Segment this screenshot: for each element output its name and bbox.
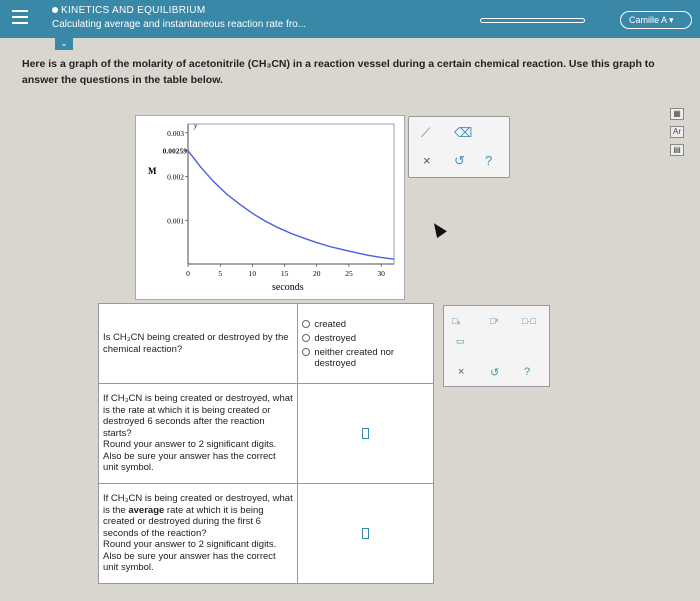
question-3: If CH₃CN is being created or destroyed, what is the average rate at which it is being created or destroyed during the first 6 seconds of the reaction? Round your answer to 2 significant digits. Also be sure your answer has the correct unit symbol.	[99, 484, 298, 584]
radio-circle-icon	[302, 320, 310, 328]
topic-title: KINETICS AND EQUILIBRIUM	[52, 5, 205, 16]
multiply-icon[interactable]: □·□	[522, 316, 536, 326]
table-row	[99, 304, 434, 384]
y-axis-label: M	[148, 166, 157, 176]
unit-tool-panel	[443, 305, 550, 387]
undo-icon[interactable]: ↺	[490, 367, 500, 379]
radio-circle-icon	[302, 334, 310, 342]
highlight-value-label: 0.00259	[162, 146, 187, 156]
answer-3	[298, 484, 434, 584]
radio-neither[interactable]: neither created nor destroyed	[302, 347, 429, 369]
question-1: Is CH₃CN being created or destroyed by the chemical reaction?	[99, 304, 298, 384]
question-2: If CH₃CN is being created or destroyed, what is the rate at which it is being created or destroyed 6 seconds after the reaction starts? Round your answer to 2 significant digits. Also be sure your answer has the correct unit symbol.	[99, 384, 298, 484]
calculator-icon[interactable]: ▦	[670, 108, 684, 120]
chevron-down-icon: ▾	[669, 15, 674, 25]
graph-tool-panel	[408, 116, 510, 178]
eraser-icon[interactable]: ⌫	[454, 125, 473, 140]
radio-circle-icon	[302, 348, 310, 356]
header-bar	[0, 0, 700, 38]
superscript-icon[interactable]: □ₓ	[452, 316, 461, 326]
x-tick-label: 20	[313, 269, 321, 278]
x-tick-label: 15	[280, 269, 289, 278]
instructions-text: Here is a graph of the molarity of acetonitrile (CH₃CN) in a reaction vessel during a certain chemical reaction. Use this graph to answer the questions in the table below.	[22, 58, 655, 86]
y-axis-corner-label: y	[194, 122, 198, 130]
answer-2	[298, 384, 434, 484]
radio-created[interactable]: created	[302, 319, 429, 330]
answer-1	[298, 304, 434, 384]
y-tick-label: 0.001	[167, 216, 184, 226]
side-toolbar	[670, 108, 692, 162]
y-tick-label: 0.002	[167, 172, 184, 182]
help-icon[interactable]: ?	[524, 366, 531, 378]
collapse-tab[interactable]	[55, 38, 73, 50]
reference-icon[interactable]: ▤	[670, 144, 684, 156]
progress-bar	[480, 18, 585, 23]
plot-area	[188, 124, 394, 264]
chevron-down-icon: ⌄	[60, 38, 68, 48]
mouse-cursor-icon	[429, 220, 447, 238]
fraction-icon[interactable]: ▭	[456, 336, 465, 346]
question-table	[98, 303, 434, 584]
x-tick-label: 30	[377, 269, 385, 278]
x-axis-label: seconds	[272, 282, 304, 293]
help-icon[interactable]: ?	[485, 153, 493, 168]
close-icon[interactable]: ×	[458, 366, 465, 378]
line-tool-icon[interactable]: ⟋	[421, 125, 431, 140]
close-icon[interactable]: ×	[423, 153, 431, 168]
x-tick-label: 0	[186, 269, 190, 278]
radio-destroyed[interactable]: destroyed	[302, 333, 429, 344]
molarity-chart	[136, 116, 406, 301]
exponent-icon[interactable]: □ˣ	[490, 316, 499, 326]
undo-icon[interactable]: ↺	[454, 153, 465, 168]
average-rate-input[interactable]	[362, 528, 369, 539]
rate-input[interactable]	[362, 428, 369, 439]
periodic-table-icon[interactable]: Ar	[670, 126, 684, 138]
x-tick-label: 25	[345, 269, 353, 278]
x-tick-label: 5	[218, 269, 223, 278]
lesson-subtitle: Calculating average and instantaneous reaction rate fro...	[52, 19, 307, 30]
dot-icon	[52, 7, 58, 13]
table-row	[99, 384, 434, 484]
graph-panel	[135, 115, 405, 300]
menu-icon[interactable]	[12, 10, 28, 24]
y-tick-label: 0.003	[167, 128, 184, 138]
user-menu[interactable]: Camille A ▾	[620, 11, 692, 29]
table-row	[99, 484, 434, 584]
x-tick-label: 10	[248, 269, 257, 278]
